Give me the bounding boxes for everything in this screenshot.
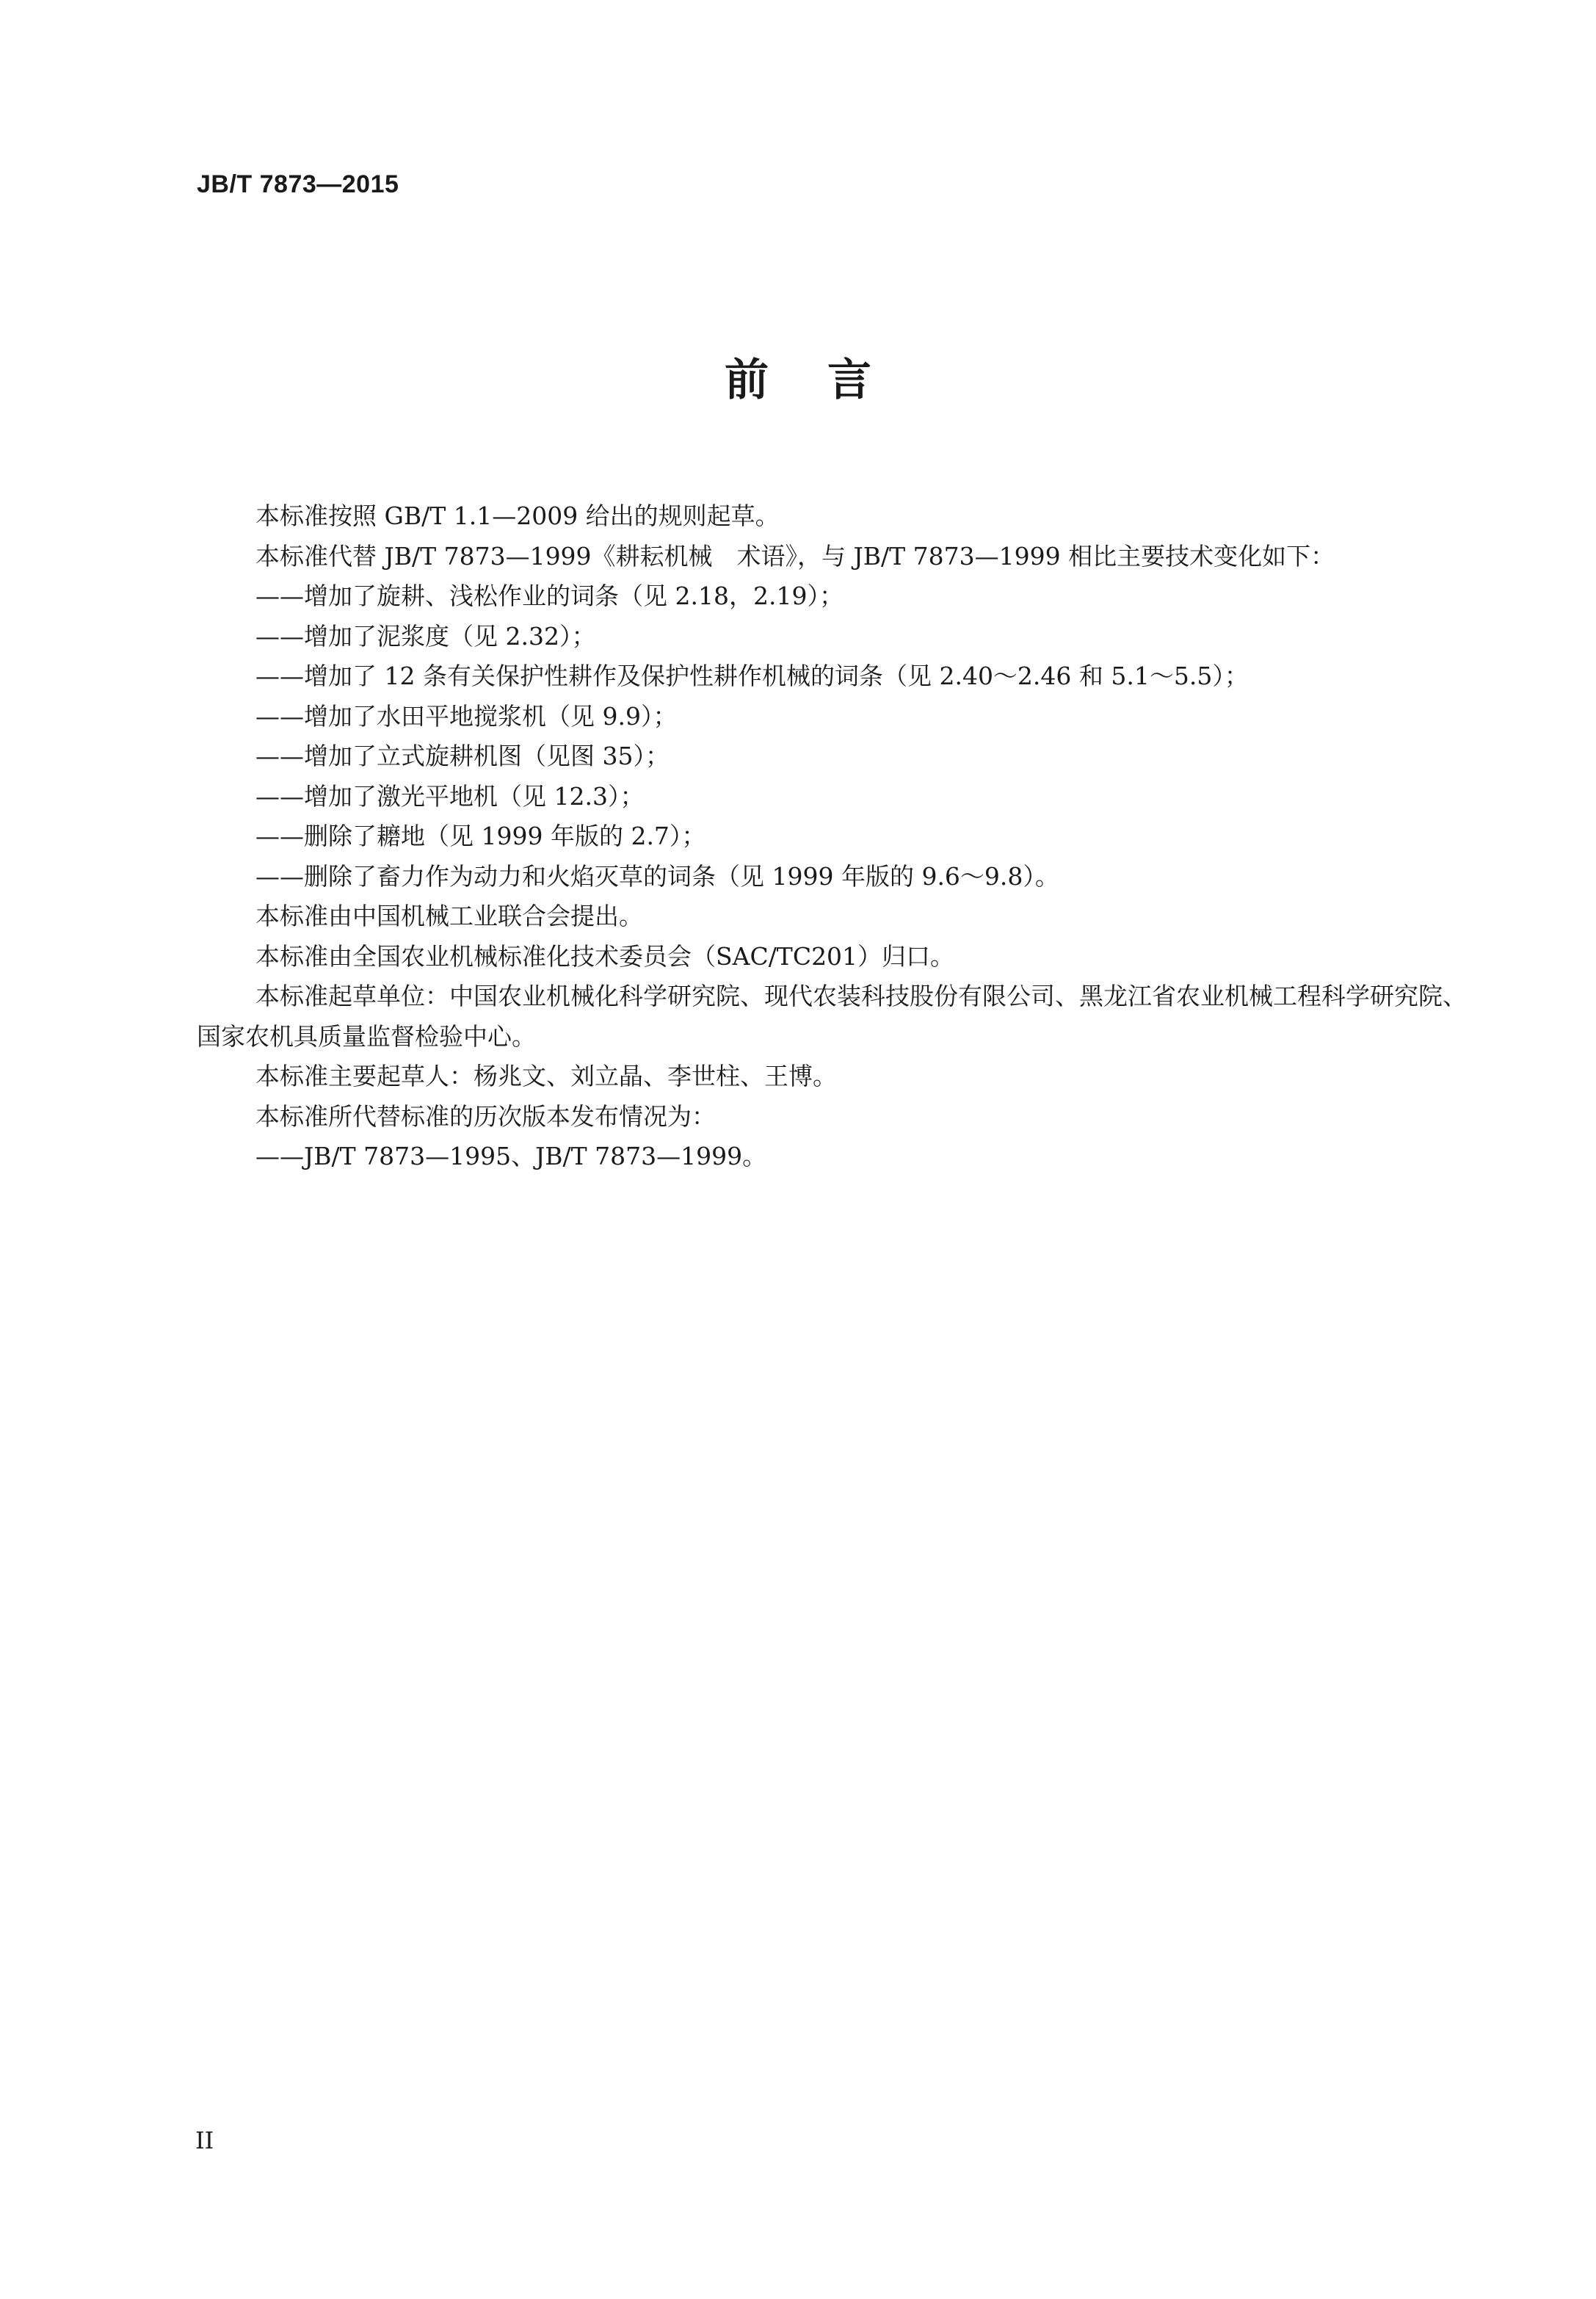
change-item: ——删除了畜力作为动力和火焰灭草的词条（见 1999 年版的 9.6～9.8）。: [255, 861, 1059, 891]
change-item: ——删除了耱地（见 1999 年版的 2.7）；: [255, 822, 706, 850]
change-item: ——增加了泥浆度（见 2.32）；: [255, 621, 596, 651]
paragraph-drafting-rules: 本标准按照 GB/T 1.1—2009 给出的规则起草。: [255, 502, 780, 530]
paragraph-proposer: 本标准由中国机械工业联合会提出。: [255, 902, 643, 930]
history-item: ——JB/T 7873—1995、JB/T 7873—1999。: [255, 1142, 767, 1170]
change-item: ——增加了旋耕、浅松作业的词条（见 2.18，2.19）；: [255, 582, 844, 610]
change-item: ——增加了立式旋耕机图（见图 35）；: [255, 742, 670, 770]
paragraph-drafting-units: 本标准起草单位：中国农业机械化科学研究院、现代农装科技股份有限公司、黑龙江省农业机械工程科学研究院、国家农机具质量监督检验中心。: [197, 982, 1467, 1051]
paragraph-committee: 本标准由全国农业机械标准化技术委员会（SAC/TC201）归口。: [255, 941, 955, 971]
page-number: II: [195, 2126, 214, 2154]
paragraph-history-intro: 本标准所代替标准的历次版本发布情况为：: [255, 1101, 716, 1131]
change-item: ——增加了水田平地搅浆机（见 9.9）；: [255, 701, 678, 731]
paragraph-replacement: 本标准代替 JB/T 7873—1999《耕耘机械 术语》，与 JB/T 7873—1999 相比主要技术变化如下：: [255, 541, 1335, 571]
change-item: ——增加了激光平地机（见 12.3）；: [255, 781, 645, 811]
page-title: 前言: [725, 355, 930, 406]
document-number: JB/T 7873—2015: [197, 170, 399, 198]
change-item: ——增加了 12 条有关保护性耕作及保护性耕作机械的词条（见 2.40～2.46 和 5.1～5.5）；: [255, 662, 1249, 690]
foreword-body: [197, 496, 1474, 1177]
paragraph-drafters: 本标准主要起草人：杨兆文、刘立晶、李世柱、王博。: [255, 1062, 837, 1090]
